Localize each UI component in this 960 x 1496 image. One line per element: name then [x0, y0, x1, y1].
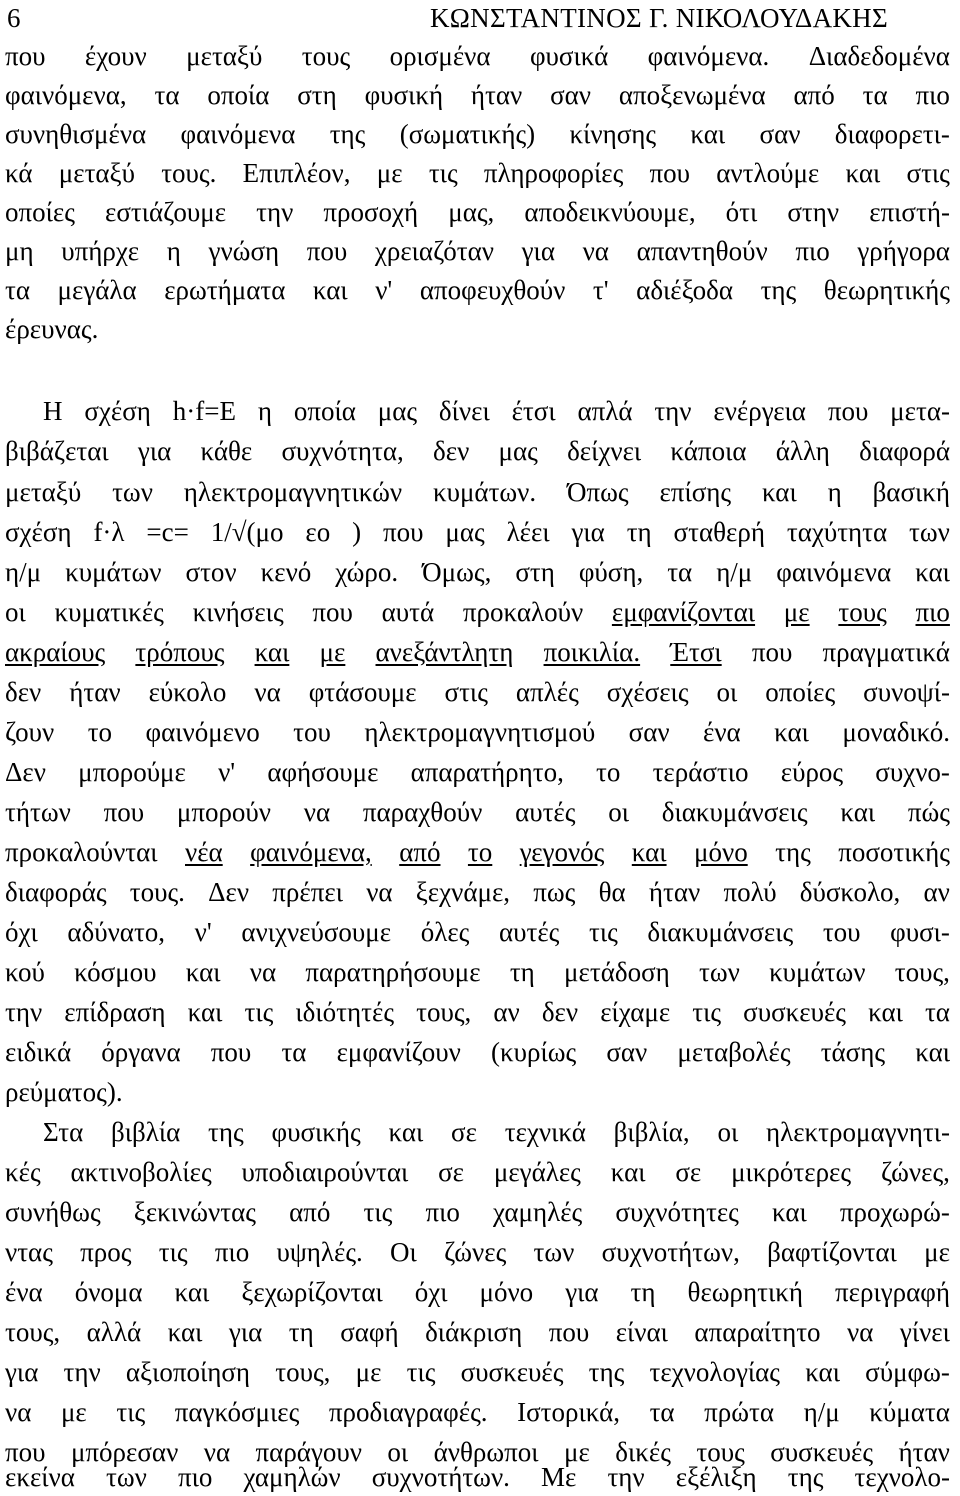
text-line: ακραίους τρόπους και με ανεξάντλητη ποικιλία. Έτσι που πραγματικά	[5, 637, 950, 667]
text-line: έρευνας.	[5, 314, 99, 344]
text-line: Στα βιβλία της φυσικής και σε τεχνικά βιβλία, οι ηλεκτρομαγνητι-	[43, 1117, 950, 1147]
text-line: Δεν μπορούμε ν' αφήσουμε απαρατήρητο, το τεράστιο εύρος συχνο-	[5, 757, 950, 787]
text-line: συνηθισμένα φαινόμενα της (σωματικής) κίνησης και σαν διαφορετι-	[5, 119, 950, 149]
text-line: εκείνα των πιο χαμηλών συχνοτήτων. Με την εξέλιξη της τεχνολο-	[5, 1462, 950, 1492]
text-line: Η σχέση h·f=E η οποία μας δίνει έτσι απλά την ενέργεια που μετα-	[43, 396, 950, 426]
text-line: τους, αλλά και για τη σαφή διάκριση που είναι απαραίτητο να γίνει	[5, 1317, 950, 1347]
text-line: ντας προς τις πιο υψηλές. Οι ζώνες των συχνοτήτων, βαφτίζονται με	[5, 1237, 950, 1267]
text-line: όχι αδύνατο, ν' ανιχνεύσουμε όλες αυτές τις διακυμάνσεις του φυσι-	[5, 917, 950, 947]
text-line: κά μεταξύ τους. Επιπλέον, με τις πληροφορίες που αντλούμε και στις	[5, 158, 950, 188]
text-line: προκαλούνται νέα φαινόμενα, από το γεγονός και μόνο της ποσοτικής	[5, 837, 950, 867]
text-line: διαφοράς τους. Δεν πρέπει να ξεχνάμε, πως θα ήταν πολύ δύσκολο, αν	[5, 877, 950, 907]
text-line: φαινόμενα, τα οποία στη φυσική ήταν σαν αποξενωμένα από τα πιο	[5, 80, 950, 110]
page-number: 6	[7, 3, 21, 33]
text-line: οι κυματικές κινήσεις που αυτά προκαλούν εμφανίζονται με τους πιο	[5, 597, 950, 627]
text-line: μη υπήρχε η γνώση που χρειαζόταν για να απαντηθούν πιο γρήγορα	[5, 236, 950, 266]
text-line: που έχουν μεταξύ τους ορισμένα φυσικά φαινόμενα. Διαδεδομένα	[5, 41, 950, 71]
text-line: ειδικά όργανα που τα εμφανίζουν (κυρίως σαν μεταβολές τάσης και	[5, 1037, 950, 1067]
text-line: για την αξιοποίηση τους, με τις συσκευές της τεχνολογίας και σύμφω-	[5, 1357, 950, 1387]
text-line: βιβάζεται για κάθε συχνότητα, δεν μας δείχνει κάποια άλλη διαφορά	[5, 436, 950, 466]
text-line: κές ακτινοβολίες υποδιαιρούνται σε μεγάλες και σε μικρότερες ζώνες,	[5, 1157, 950, 1187]
text-line: μεταξύ των ηλεκτρομαγνητικών κυμάτων. Όπως επίσης και η βασική	[5, 477, 950, 507]
text-line: τήτων που μπορούν να παραχθούν αυτές οι διακυμάνσεις και πώς	[5, 797, 950, 827]
text-line: συνήθως ξεκινώντας από τις πιο χαμηλές συχνότητες και προχωρώ-	[5, 1197, 950, 1227]
text-line: ρεύματος).	[5, 1077, 123, 1107]
text-line: οποίες εστιάζουμε την προσοχή μας, αποδεικνύουμε, ότι στην επιστή-	[5, 197, 950, 227]
text-line: την επίδραση και τις ιδιότητές τους, αν δεν είχαμε τις συσκευές και τα	[5, 997, 950, 1027]
text-line: ένα όνομα και ξεχωρίζονται όχι μόνο για τη θεωρητική περιγραφή	[5, 1277, 950, 1307]
running-head: ΚΩΝΣΤΑΝΤΙΝΟΣ Γ. ΝΙΚΟΛΟΥΔΑΚΗΣ	[430, 3, 888, 33]
page-header	[0, 0, 960, 40]
text-line: να με τις παγκόσμιες προδιαγραφές. Ιστορικά, τα πρώτα η/μ κύματα	[5, 1397, 950, 1427]
text-line: τα μεγάλα ερωτήματα και ν' αποφευχθούν τ' αδιέξοδα της θεωρητικής	[5, 275, 950, 305]
text-line: κού κόσμου και να παρατηρήσουμε τη μετάδοση των κυμάτων τους,	[5, 957, 950, 987]
text-line: η/μ κυμάτων στον κενό χώρο. Όμως, στη φύση, τα η/μ φαινόμενα και	[5, 557, 950, 587]
text-line: δεν ήταν εύκολο να φτάσουμε στις απλές σχέσεις οι οποίες συνοψί-	[5, 677, 950, 707]
text-line: σχέση f·λ =c= 1/√(μο εο ) που μας λέει για τη σταθερή ταχύτητα των	[5, 517, 950, 547]
text-line: που μπόρεσαν να παράγουν οι άνθρωποι με δικές τους συσκευές ήταν	[5, 1437, 950, 1467]
text-line: ζουν το φαινόμενο του ηλεκτρομαγνητισμού σαν ένα και μοναδικό.	[5, 717, 950, 747]
